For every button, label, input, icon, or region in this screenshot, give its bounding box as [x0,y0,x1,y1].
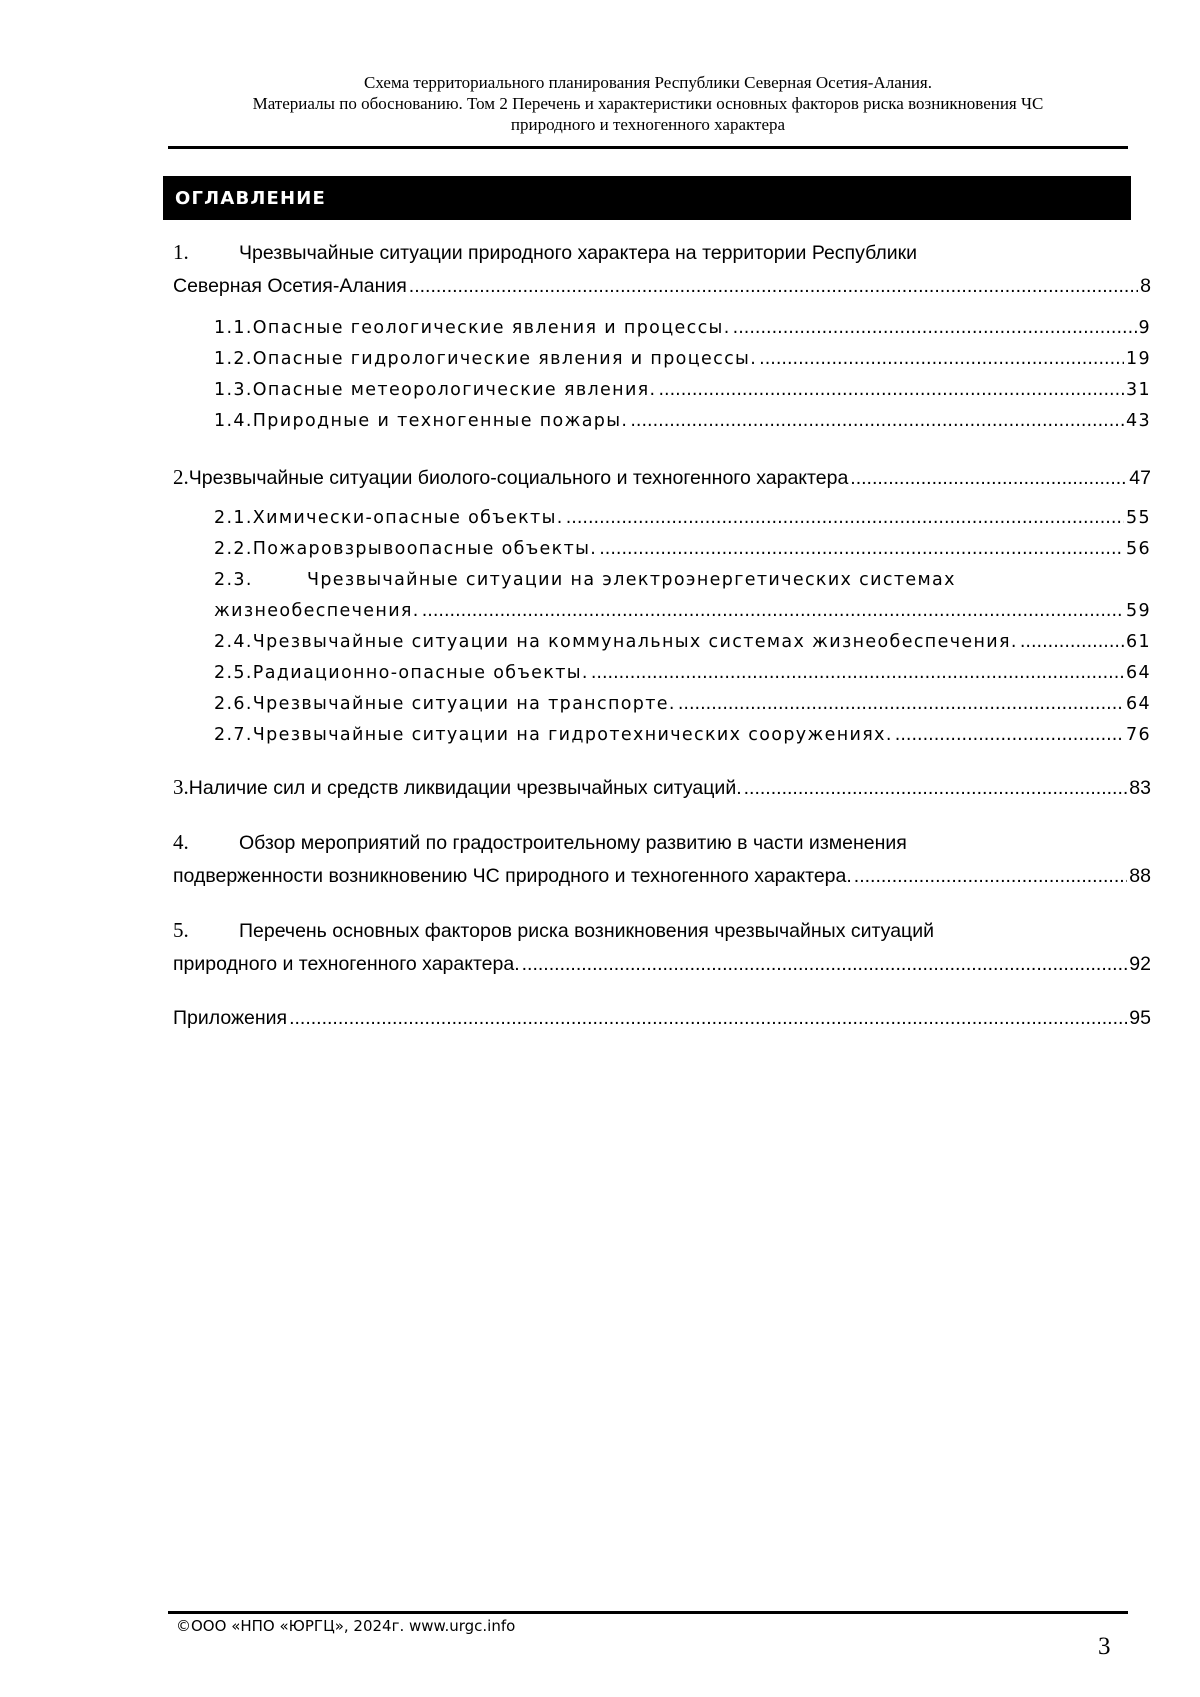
toc-entry-number: 1.4. [214,411,253,431]
toc-entry-number: 1.3. [214,380,253,400]
toc-entry-2-1[interactable] [214,508,1151,528]
toc-entry-number: 2.1. [214,508,253,528]
toc-entry-2-3-cont[interactable] [214,601,1151,621]
toc-entry-4-cont[interactable] [173,865,1151,888]
toc-entry-title: Чрезвычайные ситуации биолого-социального и техногенного характера [188,467,849,489]
toc-leader-dots [895,725,1124,745]
toc-leader-dots [678,694,1124,714]
toc-entry-title: Природные и техногенные пожары. [252,411,629,431]
toc-entry-number: 2.3. [214,570,253,590]
toc-page-number: 64 [1126,694,1151,714]
toc-page-number: 76 [1126,725,1151,745]
toc-entry-5-cont[interactable] [173,953,1151,976]
toc-page-number: 88 [1129,865,1151,887]
toc-entry-title: Перечень основных факторов риска возникновения чрезвычайных ситуаций [239,920,934,942]
header-line-3: природного и техногенного характера [510,115,786,134]
toc-page-number: 83 [1129,777,1151,799]
toc-entry-number: 1. [173,240,189,264]
toc-entry-number: 2.4. [214,632,253,652]
toc-entry-number: 3. [173,775,189,799]
toc-entry-title: Чрезвычайные ситуации на электроэнергетических системах [307,570,956,590]
toc-entry-title: Пожаровзрывоопасные объекты. [252,539,598,559]
toc-page-number: 95 [1129,1007,1151,1029]
toc-page-number: 56 [1126,539,1151,559]
footer-copyright: ©ООО «НПО «ЮРГЦ», 2024г. www.urgc.info [176,1617,516,1635]
toc-page-number: 9 [1138,318,1151,338]
toc-leader-dots [854,865,1128,888]
toc-entry-title: Чрезвычайные ситуации на транспорте. [252,694,676,714]
toc-entry-title: Приложения [173,1007,288,1029]
toc-entry-2[interactable] [173,465,1151,490]
toc-entry-number: 2.6. [214,694,253,714]
toc-leader-dots [850,467,1127,490]
toc-entry-number: 2. [173,465,189,489]
toc-entry-title: Химически-опасные объекты. [252,508,564,528]
toc-entry-title: Чрезвычайные ситуации на коммунальных системах жизнеобеспечения. [252,632,1018,652]
toc-entry-title-cont: природного и техногенного характера. [173,953,520,975]
toc-page-number: 19 [1126,349,1151,369]
toc-entry-title: Радиационно-опасные объекты. [252,663,589,683]
toc-page-number: 8 [1140,275,1151,297]
toc-entry-appendix[interactable] [173,1007,1151,1030]
toc-leader-dots [759,349,1124,369]
toc-entry-number: 1.1. [214,318,253,338]
toc-entry-number: 2.2. [214,539,253,559]
toc-entry-title-cont: Северная Осетия-Алания [173,275,407,297]
toc-heading-bar [163,176,1131,220]
toc-entry-1-3[interactable] [214,380,1151,400]
toc-page-number: 43 [1126,411,1151,431]
header-line-1: Схема территориального планирования Республики Северная Осетия-Алания. [364,73,932,92]
toc-entry-2-4[interactable] [214,632,1151,652]
toc-entry-title-cont: подверженности возникновению ЧС природного и техногенного характера. [173,865,852,887]
header-line-2: Материалы по обоснованию. Том 2 Перечень и характеристики основных факторов риска возникновения ЧС [252,94,1044,113]
toc-entry-title: Чрезвычайные ситуации природного характера на территории Республики [239,242,918,264]
toc-page-number: 61 [1126,632,1151,652]
toc-leader-dots [658,380,1124,400]
toc-entry-number: 2.7. [214,725,253,745]
toc-entry-1[interactable] [173,240,1151,265]
toc-entry-number: 4. [173,830,189,854]
toc-entry-title: Опасные метеорологические явления. [252,380,657,400]
toc-page-number: 92 [1129,953,1151,975]
toc-entry-number: 5. [173,918,189,942]
toc-entry-2-7[interactable] [214,725,1151,745]
toc-entry-1-4[interactable] [214,411,1151,431]
toc-entry-title: Обзор мероприятий по градостроительному развитию в части изменения [239,832,907,854]
toc-leader-dots [591,663,1124,683]
toc-entry-2-3[interactable] [214,570,1151,590]
toc-entry-title: Чрезвычайные ситуации на гидротехнических сооружениях. [252,725,893,745]
toc-entry-2-2[interactable] [214,539,1151,559]
toc-leader-dots [1020,632,1124,652]
toc-entry-title: Наличие сил и средств ликвидации чрезвычайных ситуаций. [188,777,742,799]
toc-leader-dots [409,275,1138,298]
toc-leader-dots [599,539,1124,559]
toc-entry-3[interactable] [173,775,1151,800]
toc-entry-4[interactable] [173,830,1151,855]
toc-entry-number: 2.5. [214,663,253,683]
toc-page-number: 64 [1126,663,1151,683]
toc-leader-dots [289,1007,1127,1030]
toc-entry-1-cont[interactable] [173,275,1151,298]
toc-page-number: 47 [1129,467,1151,489]
header-divider [168,146,1128,149]
page-number: 3 [1098,1633,1111,1660]
toc-title: ОГЛАВЛЕНИЕ [175,187,327,209]
toc-leader-dots [522,953,1128,976]
toc-entry-title-cont: жизнеобеспечения. [214,601,420,621]
toc-leader-dots [630,411,1124,431]
toc-leader-dots [744,777,1128,800]
toc-entry-2-5[interactable] [214,663,1151,683]
toc-entry-1-2[interactable] [214,349,1151,369]
toc-entry-2-6[interactable] [214,694,1151,714]
toc-page-number: 55 [1126,508,1151,528]
toc-entry-title: Опасные гидрологические явления и процессы. [252,349,758,369]
toc-entry-1-1[interactable] [214,318,1151,338]
toc-page-number: 59 [1126,601,1151,621]
toc-entry-number: 1.2. [214,349,253,369]
document-header [168,72,1128,135]
footer-divider [168,1611,1128,1614]
toc-leader-dots [566,508,1124,528]
toc-leader-dots [733,318,1137,338]
toc-leader-dots [422,601,1124,621]
toc-page-number: 31 [1126,380,1151,400]
toc-entry-title: Опасные геологические явления и процессы. [252,318,731,338]
toc-entry-5[interactable] [173,918,1151,943]
